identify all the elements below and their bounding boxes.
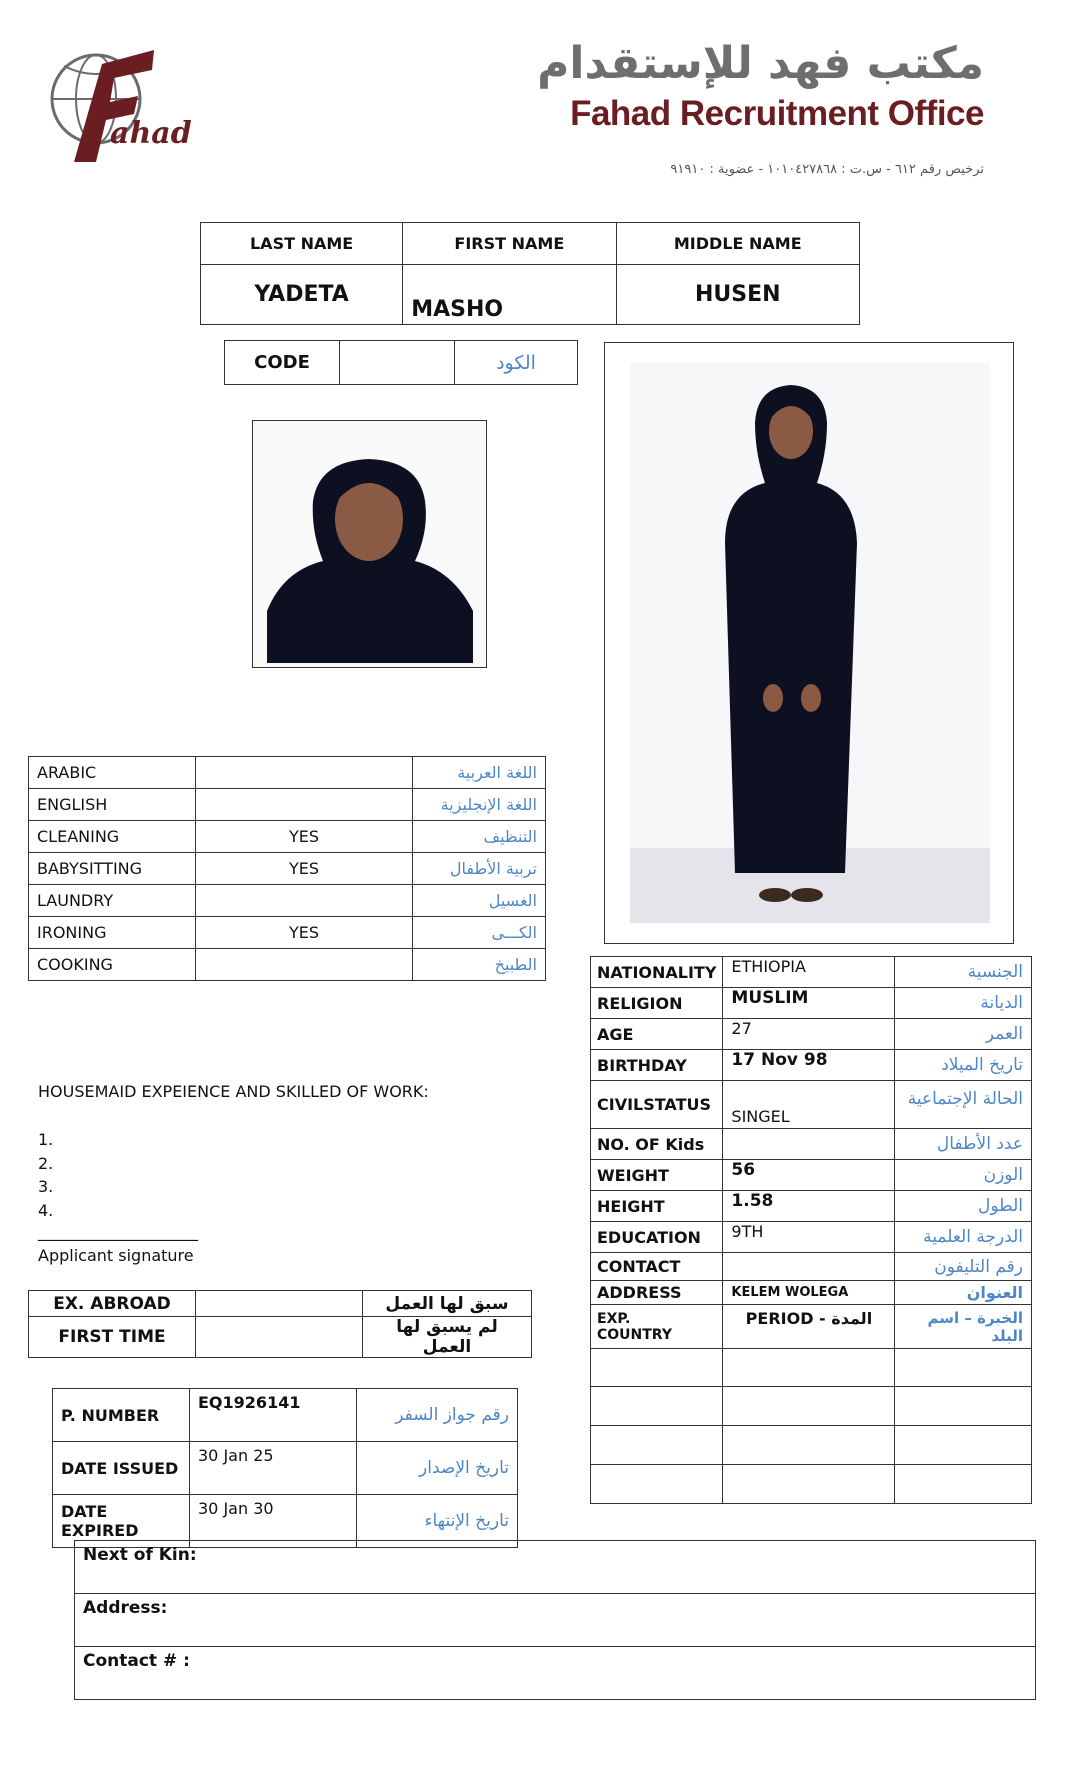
last-name-label: LAST NAME	[201, 223, 403, 265]
abroad-row	[29, 1291, 532, 1317]
next-of-kin-table	[74, 1540, 1036, 1700]
info-row	[591, 1253, 1032, 1281]
skill-row	[29, 853, 546, 885]
passport-label-arabic: تاريخ الإصدار	[357, 1442, 518, 1495]
skill-label: ENGLISH	[29, 789, 196, 821]
experience-row	[591, 1465, 1032, 1504]
passport-row	[53, 1389, 518, 1442]
experience-item: 3.	[38, 1177, 54, 1196]
full-body-photo	[604, 342, 1014, 944]
skill-value	[196, 885, 413, 917]
skill-label: BABYSITTING	[29, 853, 196, 885]
skill-label-arabic: تربية الأطفال	[413, 853, 546, 885]
skill-label-arabic: اللغة العربية	[413, 757, 546, 789]
skill-value	[196, 949, 413, 981]
experience-cell	[895, 1426, 1032, 1465]
abroad-label-arabic: لم يسبق لها العمل	[363, 1317, 532, 1358]
info-label-arabic: رقم التليفون	[895, 1253, 1032, 1281]
code-label-arabic: الكود	[455, 341, 578, 385]
info-label: BIRTHDAY	[591, 1050, 723, 1081]
skill-value: YES	[196, 853, 413, 885]
info-label: WEIGHT	[591, 1160, 723, 1191]
kin-contact-label: Contact # :	[75, 1647, 1036, 1700]
info-label-arabic: الدرجة العلمية	[895, 1222, 1032, 1253]
skill-row	[29, 821, 546, 853]
date-issued-value: 30 Jan 25	[190, 1442, 357, 1495]
weight-value: 56	[723, 1160, 895, 1191]
skill-label: CLEANING	[29, 821, 196, 853]
nationality-value: ETHIOPIA	[723, 957, 895, 988]
info-row	[591, 1081, 1032, 1129]
skill-value	[196, 789, 413, 821]
office-name-arabic: مكتب فهد للإستقدام	[537, 38, 984, 89]
skill-value: YES	[196, 821, 413, 853]
skill-row	[29, 917, 546, 949]
logo-text: ahad	[110, 116, 192, 151]
info-label: EDUCATION	[591, 1222, 723, 1253]
first-name-label: FIRST NAME	[403, 223, 616, 265]
info-label: AGE	[591, 1019, 723, 1050]
license-line: ترخيص رقم ٦١٢ - س.ت : ١٠١٠٤٢٧٨٦٨ - عضوية : ٩١٩١٠	[670, 162, 984, 177]
code-value	[340, 341, 455, 385]
code-table	[224, 340, 578, 385]
info-label-arabic: العمر	[895, 1019, 1032, 1050]
passport-row	[53, 1442, 518, 1495]
abroad-label: FIRST TIME	[29, 1317, 196, 1358]
first-name-value: MASHO	[403, 265, 616, 325]
experience-cell	[895, 1349, 1032, 1387]
info-label-arabic: العنوان	[895, 1281, 1032, 1305]
experience-cell	[591, 1426, 723, 1465]
abroad-label-arabic: سبق لها العمل	[363, 1291, 532, 1317]
experience-row	[591, 1349, 1032, 1387]
experience-row	[591, 1387, 1032, 1426]
info-row	[591, 1191, 1032, 1222]
address-value: KELEM WOLEGA	[723, 1281, 895, 1305]
civil-status-value: SINGEL	[723, 1081, 895, 1129]
personal-info-table	[590, 956, 1032, 1504]
passport-label-arabic: رقم جواز السفر	[357, 1389, 518, 1442]
abroad-value	[196, 1317, 363, 1358]
passport-label: DATE ISSUED	[53, 1442, 190, 1495]
skill-row	[29, 789, 546, 821]
info-label: NO. OF Kids	[591, 1129, 723, 1160]
age-value: 27	[723, 1019, 895, 1050]
experience-cell	[723, 1349, 895, 1387]
experience-cell	[723, 1387, 895, 1426]
skill-label: COOKING	[29, 949, 196, 981]
office-name-english: Fahad Recruitment Office	[570, 94, 984, 133]
skills-table	[28, 756, 546, 981]
info-row	[591, 1160, 1032, 1191]
abroad-row	[29, 1317, 532, 1358]
middle-name-value: HUSEN	[616, 265, 859, 325]
info-label-arabic: تاريخ الميلاد	[895, 1050, 1032, 1081]
skill-label-arabic: التنظيف	[413, 821, 546, 853]
height-value: 1.58	[723, 1191, 895, 1222]
info-row	[591, 1129, 1032, 1160]
info-label-arabic: الديانة	[895, 988, 1032, 1019]
info-row	[591, 1305, 1032, 1349]
globe-logo-icon	[34, 44, 184, 174]
info-label-arabic: عدد الأطفال	[895, 1129, 1032, 1160]
skill-label-arabic: الغسيل	[413, 885, 546, 917]
kin-address-label: Address:	[75, 1594, 1036, 1647]
passport-label-arabic: تاريخ الإنتهاء	[357, 1495, 518, 1548]
passport-label: DATE EXPIRED	[53, 1495, 190, 1548]
education-value: 9TH	[723, 1222, 895, 1253]
experience-cell	[895, 1465, 1032, 1504]
full-body-person-icon	[605, 343, 1013, 943]
info-row	[591, 957, 1032, 988]
date-expired-value: 30 Jan 30	[190, 1495, 357, 1548]
period-label: PERIOD - المدة	[723, 1305, 895, 1349]
last-name-value: YADETA	[201, 265, 403, 325]
skill-row	[29, 949, 546, 981]
experience-cell	[723, 1465, 895, 1504]
middle-name-label: MIDDLE NAME	[616, 223, 859, 265]
next-of-kin-label: Next of Kin:	[75, 1541, 1036, 1594]
experience-cell	[723, 1426, 895, 1465]
experience-row	[591, 1426, 1032, 1465]
info-row	[591, 1019, 1032, 1050]
skill-row	[29, 885, 546, 917]
contact-value	[723, 1253, 895, 1281]
passport-number-value: EQ1926141	[190, 1389, 357, 1442]
info-label: CIVILSTATUS	[591, 1081, 723, 1129]
info-row	[591, 1281, 1032, 1305]
portrait-photo	[252, 420, 487, 668]
info-label: CONTACT	[591, 1253, 723, 1281]
experience-item: 2.	[38, 1153, 54, 1173]
experience-cell	[591, 1349, 723, 1387]
abroad-table	[28, 1290, 532, 1358]
experience-item: 4.	[38, 1200, 54, 1220]
passport-label: P. NUMBER	[53, 1389, 190, 1442]
experience-heading: HOUSEMAID EXPEIENCE AND SKILLED OF WORK:	[38, 1082, 429, 1101]
info-label-arabic: الخبرة – اسم البلد	[895, 1305, 1032, 1349]
skill-label: ARABIC	[29, 757, 196, 789]
info-label-arabic: الوزن	[895, 1160, 1032, 1191]
skill-row	[29, 757, 546, 789]
info-label: ADDRESS	[591, 1281, 723, 1305]
info-row	[591, 988, 1032, 1019]
info-label: RELIGION	[591, 988, 723, 1019]
logo	[34, 44, 192, 174]
skill-label: IRONING	[29, 917, 196, 949]
info-row	[591, 1222, 1032, 1253]
kids-value	[723, 1129, 895, 1160]
skill-value: YES	[196, 917, 413, 949]
religion-value: MUSLIM	[723, 988, 895, 1019]
abroad-label: EX. ABROAD	[29, 1291, 196, 1317]
skill-label-arabic: الكـــى	[413, 917, 546, 949]
signature-line: ____________________	[38, 1222, 198, 1241]
experience-item: 1.	[38, 1130, 54, 1149]
experience-cell	[591, 1465, 723, 1504]
info-label-arabic: الجنسية	[895, 957, 1032, 988]
experience-list	[38, 1128, 53, 1222]
skill-label-arabic: اللغة الإنجليزية	[413, 789, 546, 821]
info-row	[591, 1050, 1032, 1081]
experience-cell	[591, 1387, 723, 1426]
code-label: CODE	[225, 341, 340, 385]
experience-cell	[895, 1387, 1032, 1426]
skill-value	[196, 757, 413, 789]
info-label: EXP. COUNTRY	[591, 1305, 723, 1349]
info-label: NATIONALITY	[591, 957, 723, 988]
name-table	[200, 222, 860, 325]
info-label-arabic: الطول	[895, 1191, 1032, 1222]
skill-label: LAUNDRY	[29, 885, 196, 917]
birthday-value: 17 Nov 98	[723, 1050, 895, 1081]
portrait-person-icon	[253, 421, 486, 667]
signature-label: Applicant signature	[38, 1246, 194, 1265]
info-label: HEIGHT	[591, 1191, 723, 1222]
skill-label-arabic: الطبيخ	[413, 949, 546, 981]
info-label-arabic: الحالة الإجتماعية	[895, 1081, 1032, 1129]
abroad-value	[196, 1291, 363, 1317]
passport-table	[52, 1388, 518, 1548]
